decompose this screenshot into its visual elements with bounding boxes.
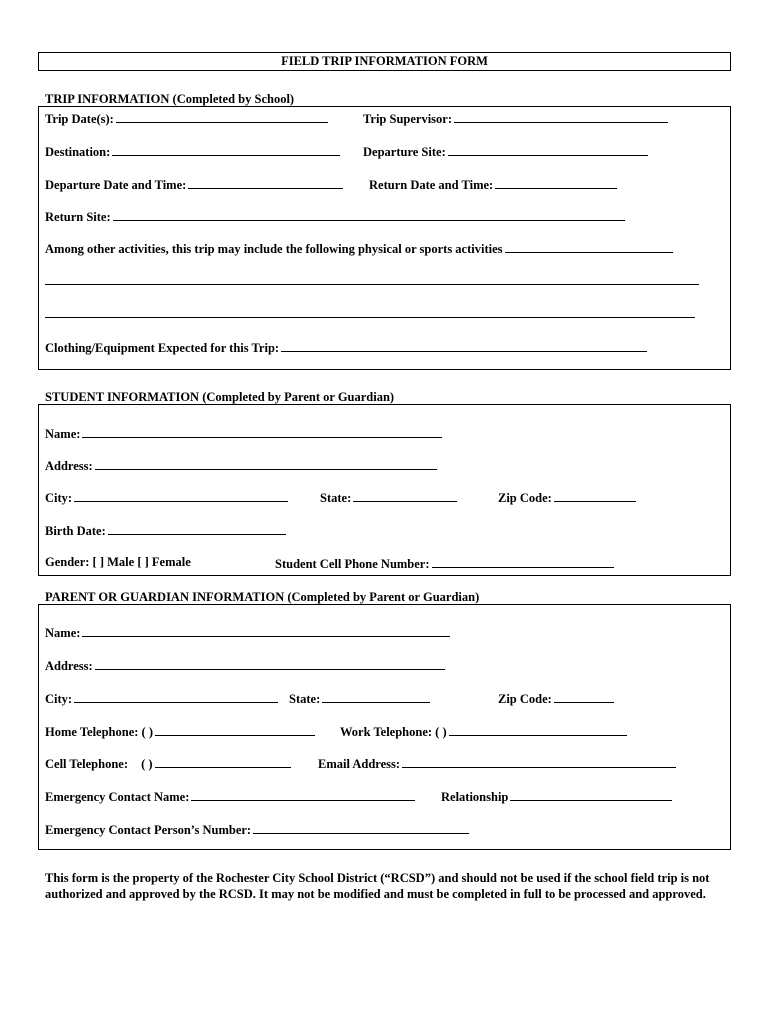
return-site-label: Return Site: [45, 210, 111, 224]
gender-checkboxes[interactable]: Gender: [ ] Male [ ] Female [45, 555, 191, 569]
emergency-number-field[interactable] [253, 821, 469, 834]
student-city-row [45, 489, 288, 505]
student-city-label: City: [45, 491, 73, 505]
trip-supervisor-row [363, 110, 668, 126]
parent-city-row [45, 690, 278, 706]
work-phone-row [340, 723, 627, 739]
parent-zip-row [498, 690, 614, 706]
parent-cell-field[interactable] [155, 755, 291, 768]
relationship-label: Relationship [441, 790, 509, 804]
work-phone-label: Work Telephone: ( ) [340, 725, 447, 739]
student-cell-label: Student Cell Phone Number: [275, 557, 430, 571]
student-address-field[interactable] [95, 457, 437, 470]
activities-line-2 [45, 272, 699, 288]
birth-date-label: Birth Date: [45, 524, 106, 538]
home-phone-label: Home Telephone: ( ) [45, 725, 153, 739]
student-name-label: Name: [45, 427, 81, 441]
parent-section-heading: PARENT OR GUARDIAN INFORMATION (Completed by Parent or Guardian) [45, 590, 480, 604]
student-cell-field[interactable] [432, 555, 614, 568]
departure-site-label: Departure Site: [363, 145, 446, 159]
email-label: Email Address: [318, 757, 401, 771]
activities-field-3[interactable] [45, 305, 695, 318]
destination-field[interactable] [112, 143, 340, 156]
student-state-row [320, 489, 457, 505]
property-notice: This form is the property of the Rochester City School District (“RCSD”) and should not be used if the school field trip is not authorized and approved by the RCSD. It may not be modified and must be completed in full to be processed and approved. [45, 871, 710, 901]
home-phone-field[interactable] [155, 723, 315, 736]
student-city-field[interactable] [74, 489, 288, 502]
parent-state-field[interactable] [322, 690, 430, 703]
trip-dates-row [45, 110, 328, 126]
student-zip-field[interactable] [554, 489, 636, 502]
relationship-field[interactable] [510, 788, 672, 801]
parent-zip-field[interactable] [554, 690, 614, 703]
trip-supervisor-label: Trip Supervisor: [363, 112, 453, 126]
relationship-row [441, 788, 672, 804]
return-date-label: Return Date and Time: [369, 178, 494, 192]
parent-cell-row [45, 755, 291, 771]
parent-cell-paren: ( ) [141, 757, 153, 771]
trip-supervisor-field[interactable] [454, 110, 668, 123]
work-phone-field[interactable] [449, 723, 627, 736]
student-cell-row [275, 555, 614, 571]
activities-line-3 [45, 305, 695, 321]
parent-address-label: Address: [45, 659, 93, 673]
parent-address-row [45, 657, 445, 673]
emergency-name-label: Emergency Contact Name: [45, 790, 190, 804]
parent-name-field[interactable] [82, 624, 450, 637]
departure-date-row [45, 176, 343, 192]
clothing-row [45, 339, 647, 355]
parent-city-field[interactable] [74, 690, 278, 703]
student-name-field[interactable] [82, 425, 442, 438]
parent-name-label: Name: [45, 626, 81, 640]
parent-zip-label: Zip Code: [498, 692, 552, 706]
student-name-row [45, 425, 442, 441]
departure-site-row [363, 143, 648, 159]
departure-site-field[interactable] [448, 143, 648, 156]
trip-section-heading: TRIP INFORMATION (Completed by School) [45, 92, 295, 106]
student-zip-row [498, 489, 636, 505]
form-title: FIELD TRIP INFORMATION FORM [38, 52, 731, 71]
student-address-label: Address: [45, 459, 93, 473]
activities-row [45, 240, 673, 256]
birth-date-field[interactable] [108, 522, 286, 535]
parent-name-row [45, 624, 450, 640]
emergency-number-label: Emergency Contact Person’s Number: [45, 823, 252, 837]
destination-row [45, 143, 340, 159]
parent-address-field[interactable] [95, 657, 445, 670]
departure-date-field[interactable] [188, 176, 343, 189]
student-state-field[interactable] [353, 489, 457, 502]
trip-dates-label: Trip Date(s): [45, 112, 114, 126]
return-date-field[interactable] [495, 176, 617, 189]
departure-date-label: Departure Date and Time: [45, 178, 187, 192]
student-address-row [45, 457, 437, 473]
email-row [318, 755, 676, 771]
student-state-label: State: [320, 491, 352, 505]
home-phone-row [45, 723, 315, 739]
return-site-field[interactable] [113, 208, 625, 221]
clothing-field[interactable] [281, 339, 647, 352]
return-date-row [369, 176, 617, 192]
emergency-name-field[interactable] [191, 788, 415, 801]
emergency-name-row [45, 788, 415, 804]
parent-cell-label: Cell Telephone: [45, 757, 128, 771]
student-section-heading: STUDENT INFORMATION (Completed by Parent or Guardian) [45, 390, 395, 404]
emergency-number-row [45, 821, 469, 837]
parent-state-label: State: [289, 692, 321, 706]
clothing-label: Clothing/Equipment Expected for this Trip: [45, 341, 280, 355]
birth-date-row [45, 522, 286, 538]
activities-label: Among other activities, this trip may include the following physical or sports activities [45, 242, 503, 256]
return-site-row [45, 208, 625, 224]
destination-label: Destination: [45, 145, 111, 159]
activities-field-2[interactable] [45, 272, 699, 285]
parent-state-row [289, 690, 430, 706]
activities-field[interactable] [505, 240, 673, 253]
trip-dates-field[interactable] [116, 110, 328, 123]
student-zip-label: Zip Code: [498, 491, 552, 505]
email-field[interactable] [402, 755, 676, 768]
parent-city-label: City: [45, 692, 73, 706]
